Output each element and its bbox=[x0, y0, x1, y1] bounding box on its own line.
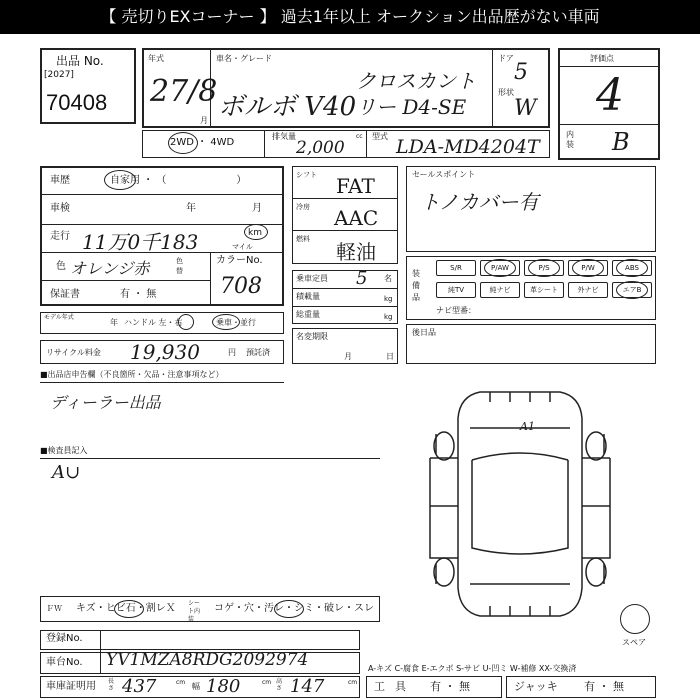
jack-label: ジャッキ bbox=[514, 680, 558, 693]
sales-point-value: トノカバー有 bbox=[420, 190, 539, 214]
year-suffix: 月 bbox=[200, 116, 208, 125]
inspection-month: 月 bbox=[252, 203, 262, 214]
type-value: LDA-MD4204T bbox=[396, 136, 540, 158]
registration-row bbox=[40, 630, 360, 650]
gross-unit: kg bbox=[384, 313, 393, 321]
deregistration-month: 月 bbox=[344, 352, 352, 361]
drive-2wd-circle bbox=[168, 132, 198, 154]
color-label: 色 bbox=[56, 261, 66, 272]
cert-length: 437 bbox=[122, 676, 157, 697]
dealer-notes-value: ディーラー出品 bbox=[50, 393, 161, 412]
cert-width-label: 幅 bbox=[192, 682, 200, 691]
lot-label: 出品 No. bbox=[56, 54, 104, 68]
interior-label: 内装 bbox=[566, 130, 574, 149]
load-unit: kg bbox=[384, 295, 393, 303]
aircon-label: 冷房 bbox=[296, 203, 310, 211]
damage-legend: A-キズ C-腐食 E-エクボ S-サビ U-凹ミ W-補修 XX-交換済 bbox=[368, 664, 577, 673]
fw-value: キズ・ヒビ石・割レＸ bbox=[76, 603, 176, 614]
banner-title: 【 売切りEXコーナー 】 過去1年以上 オークション出品歴がない車両 bbox=[0, 0, 700, 34]
load-label: 積載量 bbox=[296, 292, 320, 301]
tools-options: 有 ・ 無 bbox=[430, 680, 470, 693]
seat-label: シート内装 bbox=[188, 600, 201, 623]
recycle-unit: 円 bbox=[228, 348, 236, 357]
jack-options: 有 ・ 無 bbox=[584, 680, 624, 693]
equipment-item: S/R bbox=[436, 260, 476, 276]
equipment-label: 装備品 bbox=[412, 269, 420, 302]
interior-value: B bbox=[612, 128, 630, 156]
warranty-label: 保証書 bbox=[50, 289, 80, 300]
model-year-year: 年 bbox=[110, 318, 118, 327]
shift-value: FAT bbox=[336, 174, 375, 198]
year-label: 年式 bbox=[148, 54, 164, 63]
mileage-mile: マイル bbox=[232, 243, 253, 251]
model-year-label: モデル年式 bbox=[44, 314, 74, 321]
color-change-label: 色替 bbox=[176, 257, 183, 275]
model-name: ボルボ V40 bbox=[218, 92, 357, 122]
history-value: 自家用 ・ （ ） bbox=[110, 175, 247, 186]
tools-label: 工具 bbox=[374, 680, 416, 693]
model-label: 車名・グレード bbox=[216, 54, 272, 63]
inspection-label: 車検 bbox=[50, 203, 70, 214]
spare-tire-icon bbox=[620, 604, 650, 634]
lot-year-code: [2027] bbox=[44, 70, 74, 80]
history-circle bbox=[104, 170, 136, 190]
doors-value: 5 bbox=[514, 60, 528, 85]
color-code-label: カラーNo. bbox=[216, 255, 263, 266]
cert-width-unit: cm bbox=[262, 679, 272, 686]
gross-label: 総重量 bbox=[296, 310, 320, 319]
displacement-value: 2,000 bbox=[296, 138, 345, 158]
navi-label: ナビ型番： bbox=[436, 306, 476, 315]
fw-label: ＦＷ bbox=[46, 604, 62, 613]
model-grade: クロスカントリー D4-SE bbox=[356, 69, 476, 119]
inspector-value: A∪ bbox=[52, 462, 81, 483]
shape-value: W bbox=[514, 96, 537, 121]
mileage-label: 走行 bbox=[50, 231, 70, 242]
deregistration-label: 名変期限 bbox=[296, 332, 328, 341]
capacity-value: 5 bbox=[356, 268, 368, 289]
equipment-circle bbox=[616, 259, 648, 277]
score-label: 評価点 bbox=[590, 54, 614, 63]
aircon-value: AAC bbox=[334, 206, 379, 230]
capacity-label: 乗車定員 bbox=[296, 274, 328, 283]
equipment-item: 純TV bbox=[436, 282, 476, 298]
equipment-item: エアB bbox=[612, 282, 652, 298]
recycle-label: リサイクル料金 bbox=[46, 348, 101, 357]
equipment-circle bbox=[616, 281, 648, 299]
capacity-unit: 名 bbox=[384, 274, 392, 283]
diagram-mark: A1 bbox=[520, 420, 535, 433]
equipment-item: 純ナビ bbox=[480, 282, 520, 298]
drive-options: 2WD ・ 4WD bbox=[170, 137, 235, 148]
chassis-label: 車台No. bbox=[46, 657, 83, 668]
dealer-notes-label: ■出品店申告欄（不良箇所・欠品・注意事項など） bbox=[40, 370, 224, 379]
seat-circle bbox=[212, 314, 240, 330]
cert-length-label: 長さ bbox=[108, 678, 115, 692]
seat-value: コゲ・穴・汚レ・シミ・破レ・スレ bbox=[214, 603, 374, 614]
equipment-item: 外ナビ bbox=[568, 282, 608, 298]
history-label: 車歴 bbox=[50, 175, 70, 186]
equipment-item: 革シート bbox=[524, 282, 564, 298]
doors-label: ドア bbox=[498, 54, 514, 63]
equipment-circle bbox=[528, 259, 560, 277]
color-value: オレンジ赤 bbox=[70, 259, 150, 278]
shape-label: 形状 bbox=[498, 88, 514, 97]
fuel-value: 軽油 bbox=[336, 240, 376, 264]
equipment-item: P/S bbox=[524, 260, 564, 276]
equipment-item: P/W bbox=[568, 260, 608, 276]
registration-label: 登録No. bbox=[46, 633, 83, 644]
cert-length-unit: cm bbox=[176, 679, 186, 686]
year-value: 27/8 bbox=[150, 74, 218, 109]
sales-point-label: セールスポイント bbox=[412, 170, 476, 179]
equipment-circle bbox=[572, 259, 604, 277]
recycle-value: 19,930 bbox=[130, 340, 200, 364]
cert-height: 147 bbox=[290, 676, 325, 697]
deregistration-day: 日 bbox=[386, 352, 394, 361]
shift-label: シフト bbox=[296, 171, 317, 179]
warranty-options: 有 ・ 無 bbox=[120, 289, 157, 300]
cert-height-unit: cm bbox=[348, 679, 358, 686]
model-year-handle: ハンドル 左・右 bbox=[124, 318, 183, 327]
equipment-circle bbox=[484, 259, 516, 277]
fw-stone-circle bbox=[114, 600, 144, 618]
displacement-label: 排気量 bbox=[272, 132, 296, 141]
type-label: 型式 bbox=[372, 132, 388, 141]
inspector-label: ■検査員記入 bbox=[40, 446, 88, 455]
score-value: 4 bbox=[596, 70, 624, 121]
mileage-km: km bbox=[248, 228, 262, 238]
handle-left-circle bbox=[178, 314, 194, 330]
lot-number: 70408 bbox=[46, 90, 108, 115]
cert-width: 180 bbox=[206, 676, 241, 697]
cert-height-label: 高さ bbox=[276, 678, 283, 692]
equipment-item: P/AW bbox=[480, 260, 520, 276]
spare-label: スペア bbox=[622, 638, 646, 647]
cert-label: 車庫証明用 bbox=[46, 681, 96, 692]
inspection-year: 年 bbox=[186, 203, 196, 214]
color-code-value: 708 bbox=[220, 274, 262, 299]
fuel-label: 燃料 bbox=[296, 235, 310, 243]
mileage-value: 11万0千183 bbox=[82, 230, 199, 254]
mileage-km-circle bbox=[244, 224, 268, 240]
model-year-seat: 乗車・並行 bbox=[216, 318, 256, 327]
recycle-note: 預託済 bbox=[246, 348, 270, 357]
seat-stain-circle bbox=[274, 600, 304, 618]
equipment-item: ABS bbox=[612, 260, 652, 276]
later-items-box bbox=[406, 324, 656, 364]
later-items-label: 後日品 bbox=[412, 328, 436, 337]
chassis-value: YV1MZA8RDG2092974 bbox=[106, 650, 309, 670]
displacement-unit: cc bbox=[356, 133, 363, 140]
